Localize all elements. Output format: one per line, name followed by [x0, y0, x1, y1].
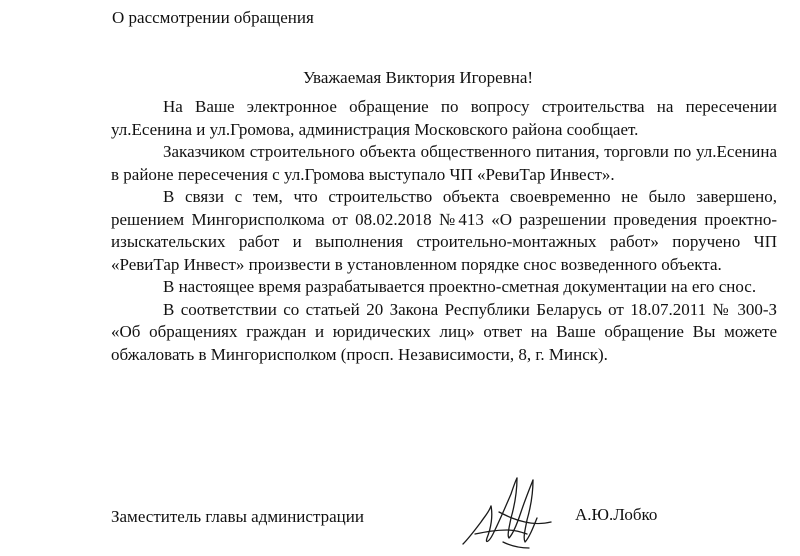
- paragraph-3: В связи с тем, что строительство объекта своевременно не было завершено, решением Мингорисполкома от 08.02.2018 №413 «О разрешении проведения проектно-изыскательских работ и выполнения строительно-монтажных работ» поручено ЧП «РевиТар Инвест» произвести в установленном порядке снос возведенного объекта.: [111, 187, 777, 274]
- paragraph-5: В соответствии со статьей 20 Закона Республики Беларусь от 18.07.2011 № 300-З «Об обращениях граждан и юридических лиц» ответ на Ваше обращение Вы можете обжаловать в Мингорисполком (просп. Независимости, 8, г. Минск).: [111, 299, 777, 364]
- paragraph-2: Заказчиком строительного объекта общественного питания, торговли по ул.Есенина в районе пересечения с ул.Громова выступало ЧП «РевиТар Инвест».: [111, 142, 777, 184]
- paragraph-1: На Ваше электронное обращение по вопросу строительства на пересечении ул.Есенина и ул.Громова, администрация Московского района сообщает.: [111, 97, 777, 139]
- paragraph-4: В настоящее время разрабатывается проектно-сметная документации на его снос.: [163, 277, 757, 296]
- handwritten-signature: [455, 472, 560, 554]
- letter-greeting: Уважаемая Виктория Игоревна!: [302, 68, 534, 87]
- signer-name: А.Ю.Лобко: [575, 505, 658, 524]
- letter-body: [111, 96, 777, 366]
- signer-title: Заместитель главы администрации: [111, 507, 364, 526]
- letter-subject: О рассмотрении обращения: [112, 8, 314, 27]
